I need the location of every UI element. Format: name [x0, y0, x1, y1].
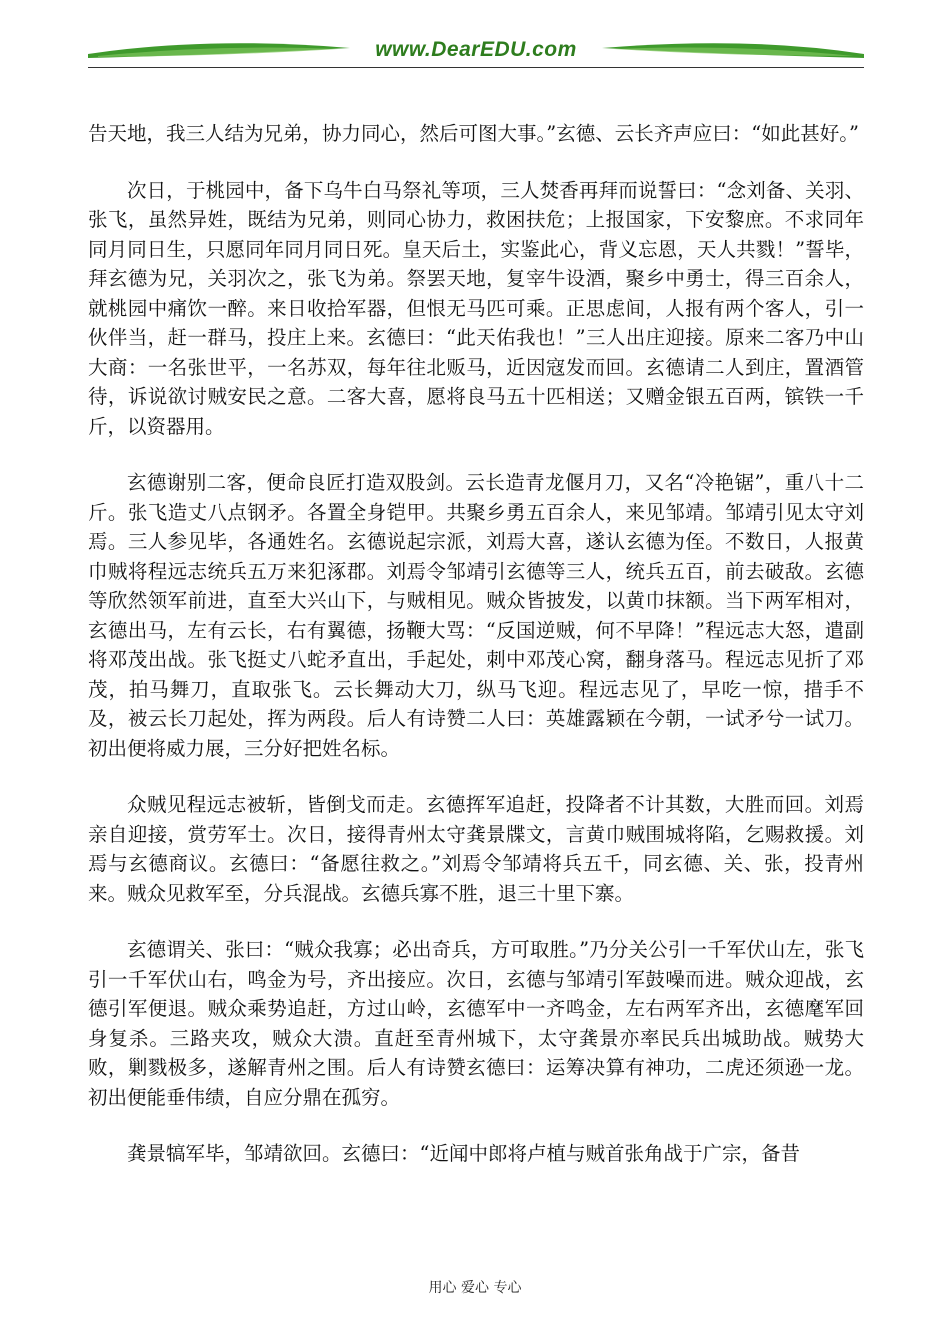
page-footer: 用心 爱心 专心 — [428, 1280, 522, 1296]
site-header — [88, 32, 864, 68]
header-divider — [88, 67, 864, 68]
paragraph-1: 告天地，我三人结为兄弟，协力同心，然后可图大事。”玄德、云长齐声应曰：“如此甚好。” — [88, 122, 859, 145]
document-body — [88, 119, 864, 1196]
site-logo-text[interactable]: www.DearEDU.com — [371, 38, 581, 61]
paragraph-6: 龚景犒军毕，邹靖欲回。玄德曰：“近闻中郎将卢植与贼首张角战于广宗，备昔 — [127, 1142, 800, 1165]
paragraph-4: 众贼见程远志被斩，皆倒戈而走。玄德挥军追赶，投降者不计其数，大胜而回。刘焉亲自迎接，赏劳军士。次日，接得青州太守龚景牒文，言黄巾贼围城将陷，乞赐救援。刘焉与玄德商议。玄德曰：“备愿往救之。”刘焉令邹靖将兵五千，同玄德、关、张，投青州来。贼众见救军至，分兵混战。玄德兵寡不胜，退三十里下寨。 — [88, 793, 864, 905]
site-logo[interactable] — [88, 38, 864, 62]
paragraph-3: 玄德谢别二客，便命良匠打造双股剑。云长造青龙偃月刀，又名“冷艳锯”，重八十二斤。张飞造丈八点钢矛。各置全身铠甲。共聚乡勇五百余人，来见邹靖。邹靖引见太守刘焉。三人参见毕，各通姓名。玄德说起宗派，刘焉大喜，遂认玄德为侄。不数日，人报黄巾贼将程远志统兵五万来犯涿郡。刘焉令邹靖引玄德等三人，统兵五百，前去破敌。玄德等欣然领军前进，直至大兴山下，与贼相见。贼众皆披发，以黄巾抹额。当下两军相对，玄德出马，左有云长，右有翼德，扬鞭大骂：“反国逆贼，何不早降！”程远志大怒，遣副将邓茂出战。张飞挺丈八蛇矛直出，手起处，刺中邓茂心窝，翻身落马。程远志见折了邓茂，拍马舞刀，直取张飞。云长舞动大刀，纵马飞迎。程远志见了，早吃一惊，措手不及，被云长刀起处，挥为两段。后人有诗赞二人曰：英雄露颖在今朝，一试矛兮一试刀。初出便将威力展，三分好把姓名标。 — [88, 471, 864, 760]
paragraph-2: 次日，于桃园中，备下乌牛白马祭礼等项，三人焚香再拜而说誓曰：“念刘备、关羽、张飞，虽然异姓，既结为兄弟，则同心协力，救困扶危；上报国家，下安黎庶。不求同年同月同日生，只愿同年同月同日死。皇天后土，实鉴此心，背义忘恩，天人共戮！”誓毕，拜玄德为兄，关羽次之，张飞为弟。祭罢天地，复宰牛设酒，聚乡中勇士，得三百余人，就桃园中痛饮一醉。来日收拾军器，但恨无马匹可乘。正思虑间，人报有两个客人，引一伙伴当，赶一群马，投庄上来。玄德曰：“此天佑我也！”三人出庄迎接。原来二客乃中山大商：一名张世平，一名苏双，每年往北贩马，近因寇发而回。玄德请二人到庄，置酒管待，诉说欲讨贼安民之意。二客大喜，愿将良马五十匹相送；又赠金银五百两，镔铁一千斤，以资器用。 — [88, 178, 864, 438]
paragraph-5: 玄德谓关、张曰：“贼众我寡；必出奇兵，方可取胜。”乃分关公引一千军伏山左，张飞引一千军伏山右，鸣金为号，齐出接应。次日，玄德与邹靖引军鼓噪而进。贼众迎战，玄德引军便退。贼众乘势追赶，方过山岭，玄德军中一齐鸣金，左右两军齐出，玄德麾军回身复杀。三路夹攻，贼众大溃。直赶至青州城下，太守龚景亦率民兵出城助战。贼势大败，剿戮极多，遂解青州之围。后人有诗赞玄德曰：运筹决算有神功，二虎还须逊一龙。初出便能垂伟绩，自应分鼎在孤穷。 — [88, 938, 864, 1109]
